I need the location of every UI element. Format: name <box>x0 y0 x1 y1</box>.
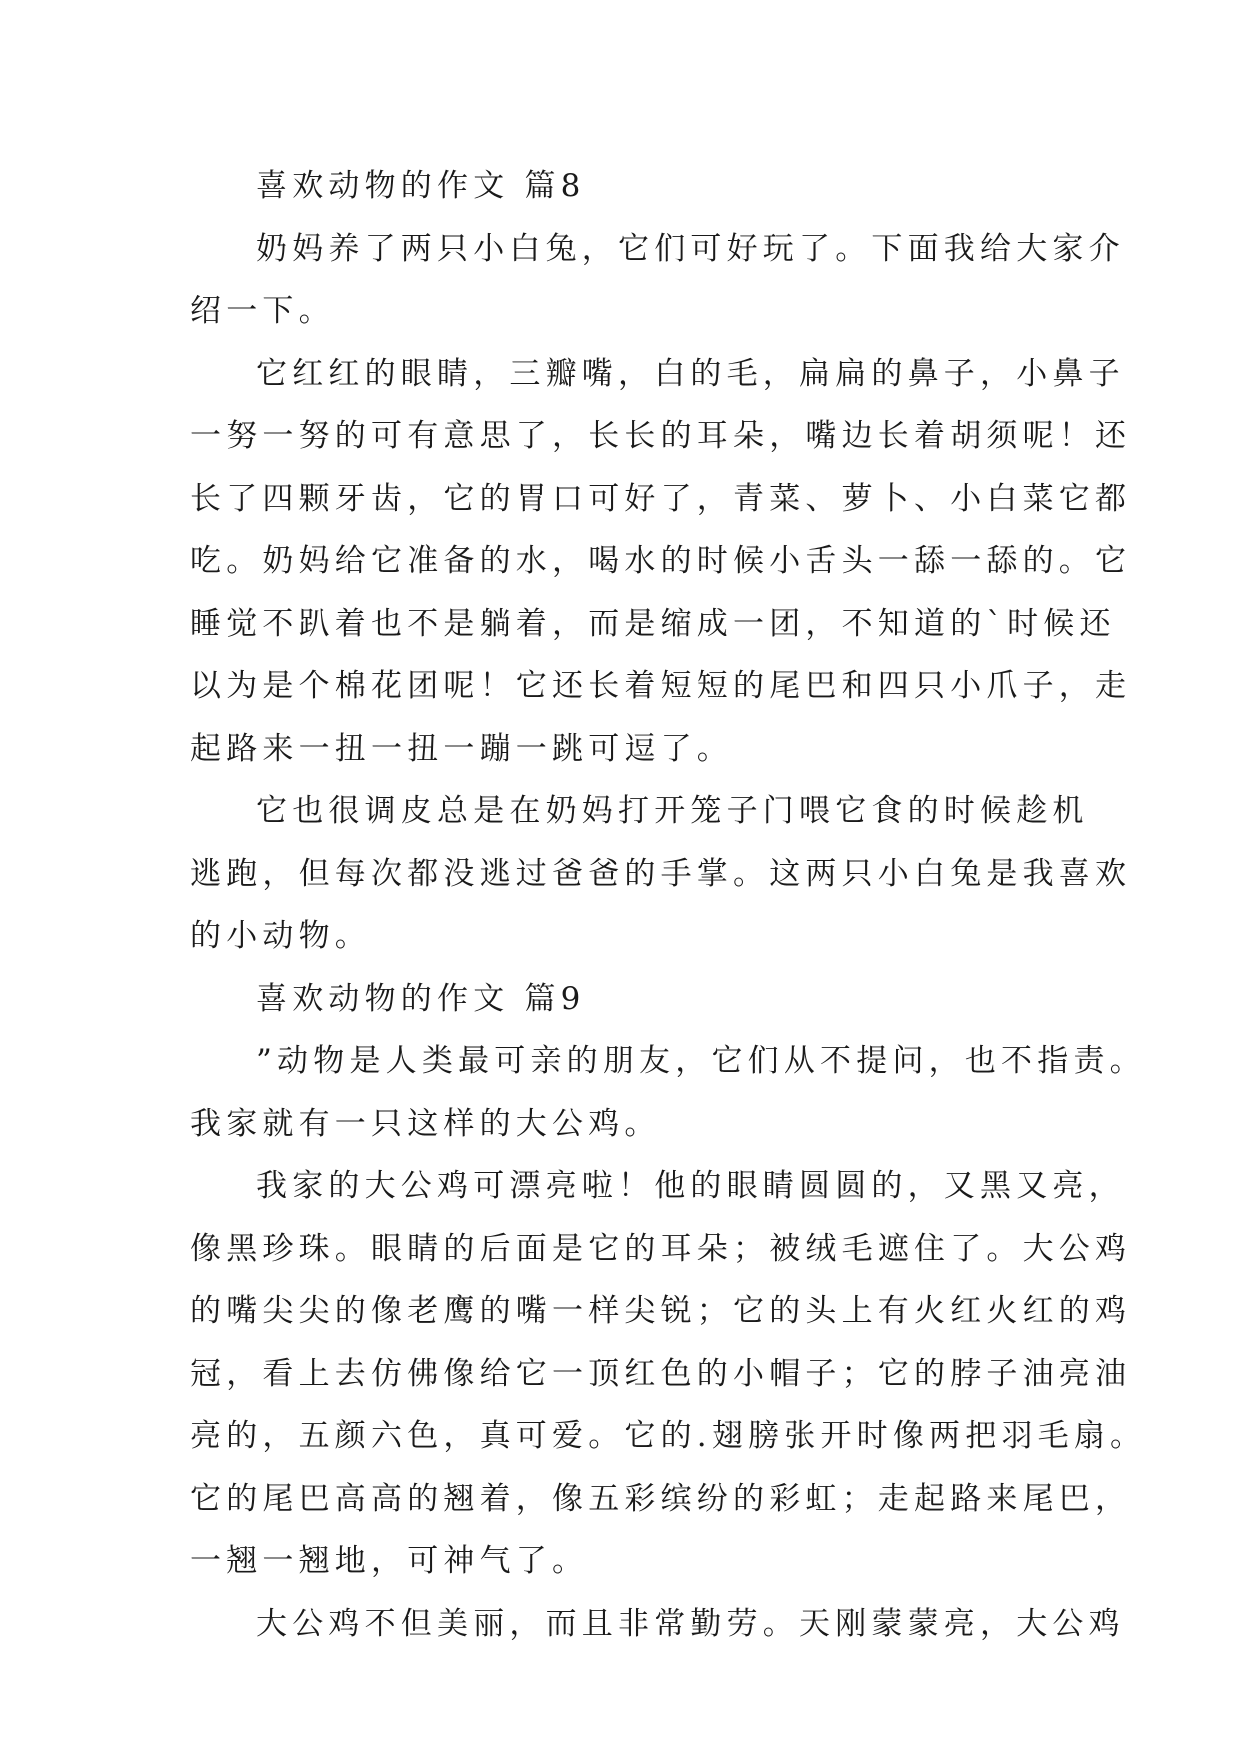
paragraph-line: 像黑珍珠。眼睛的后面是它的耳朵；被绒毛遮住了。大公鸡 <box>190 1230 1132 1267</box>
document-body <box>190 155 1147 1655</box>
paragraph-line: 它红红的眼睛，三瓣嘴，白的毛，扁扁的鼻子，小鼻子 <box>256 355 1125 392</box>
paragraph-line: 逃跑，但每次都没逃过爸爸的手掌。这两只小白兔是我喜欢 <box>190 855 1132 892</box>
paragraph-line: 我家就有一只这样的大公鸡。 <box>190 1105 661 1142</box>
paragraph-line: 冠，看上去仿佛像给它一顶红色的小帽子；它的脖子油亮油 <box>190 1355 1132 1392</box>
paragraph-line: 以为是个棉花团呢！它还长着短短的尾巴和四只小爪子，走 <box>190 668 1132 704</box>
section-heading: 喜欢动物的作文 篇9 <box>256 980 586 1017</box>
paragraph-line: 起路来一扭一扭一蹦一跳可逗了。 <box>190 730 733 767</box>
paragraph-line: 我家的大公鸡可漂亮啦！他的眼睛圆圆的，又黑又亮， <box>256 1168 1125 1204</box>
paragraph-line: 的嘴尖尖的像老鹰的嘴一样尖锐；它的头上有火红火红的鸡 <box>190 1293 1132 1329</box>
paragraph-line: 奶妈养了两只小白兔，它们可好玩了。下面我给大家介 <box>256 230 1125 267</box>
paragraph-line: 亮的，五颜六色，真可爱。它的.翅膀张开时像两把羽毛扇。 <box>190 1418 1147 1454</box>
section-heading: 喜欢动物的作文 篇8 <box>256 168 586 204</box>
paragraph-line: 的小动物。 <box>190 918 371 954</box>
paragraph-line: 睡觉不趴着也不是躺着，而是缩成一团，不知道的`时候还 <box>190 605 1116 642</box>
paragraph-line: 长了四颗牙齿，它的胃口可好了，青菜、萝卜、小白菜它都 <box>190 480 1132 517</box>
paragraph-line: 一努一努的可有意思了，长长的耳朵，嘴边长着胡须呢！还 <box>190 418 1132 454</box>
paragraph-line: ”动物是人类最可亲的朋友，它们从不提问，也不指责。 <box>256 1043 1146 1079</box>
paragraph-line: 绍一下。 <box>190 293 335 329</box>
paragraph-line: 大公鸡不但美丽，而且非常勤劳。天刚蒙蒙亮，大公鸡 <box>256 1605 1125 1642</box>
paragraph-line: 吃。奶妈给它准备的水，喝水的时候小舌头一舔一舔的。它 <box>190 543 1132 579</box>
paragraph-line: 它也很调皮总是在奶妈打开笼子门喂它食的时候趁机 <box>256 793 1089 829</box>
paragraph-line: 它的尾巴高高的翘着，像五彩缤纷的彩虹；走起路来尾巴， <box>190 1480 1132 1517</box>
paragraph-line: 一翘一翘地，可神气了。 <box>190 1543 589 1579</box>
